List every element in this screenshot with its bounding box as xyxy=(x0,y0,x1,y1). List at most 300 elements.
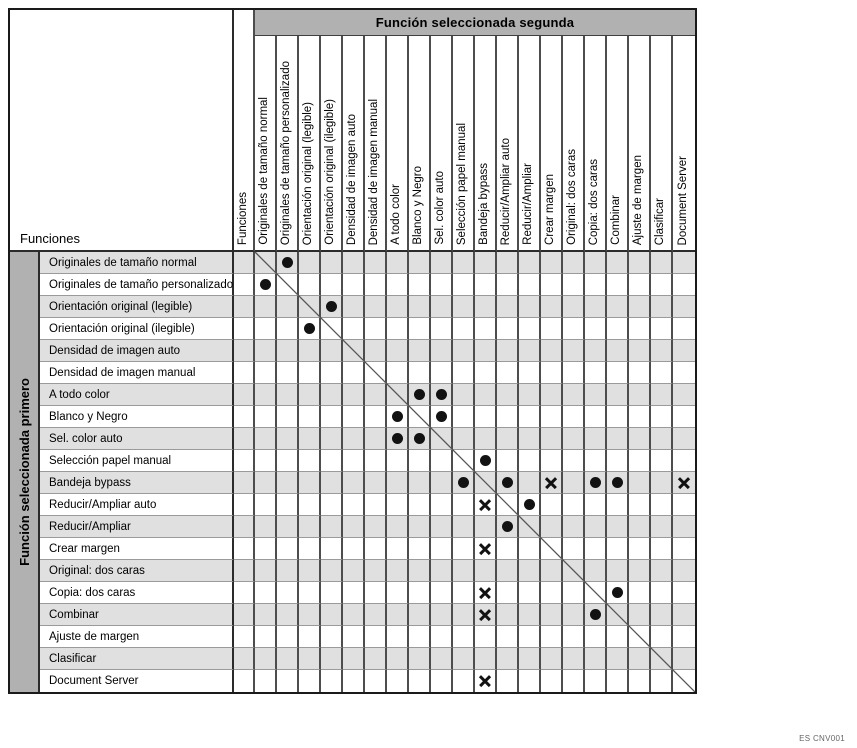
matrix-cell xyxy=(541,516,563,538)
matrix-cell xyxy=(234,626,255,648)
matrix-cell xyxy=(255,296,277,318)
matrix-cell xyxy=(255,384,277,406)
matrix-cell xyxy=(387,560,409,582)
matrix-cell xyxy=(321,296,343,318)
matrix-cell xyxy=(234,670,255,692)
matrix-cell xyxy=(673,648,695,670)
matrix-cell xyxy=(651,648,673,670)
row-label: Originales de tamaño personalizado xyxy=(40,274,234,296)
col-header xyxy=(497,36,519,252)
matrix-cell xyxy=(585,362,607,384)
matrix-cell xyxy=(475,516,497,538)
matrix-cell xyxy=(343,362,365,384)
matrix-cell xyxy=(299,582,321,604)
matrix-cell xyxy=(673,516,695,538)
column-group-header xyxy=(255,10,695,36)
matrix-cell xyxy=(453,516,475,538)
matrix-cell xyxy=(541,296,563,318)
matrix-cell xyxy=(563,384,585,406)
matrix-cell xyxy=(365,582,387,604)
matrix-cell xyxy=(607,626,629,648)
row-label: Bandeja bypass xyxy=(40,472,234,494)
dot-marker xyxy=(260,279,271,290)
row-label: Crear margen xyxy=(40,538,234,560)
matrix-cell xyxy=(673,494,695,516)
matrix-cell xyxy=(585,670,607,692)
matrix-cell xyxy=(475,494,497,516)
matrix-cell xyxy=(431,648,453,670)
matrix-cell xyxy=(497,670,519,692)
matrix-cell xyxy=(651,472,673,494)
col-header xyxy=(629,36,651,252)
matrix-cell xyxy=(651,494,673,516)
row-group-title: Función seleccionada primero xyxy=(16,378,32,566)
matrix-cell xyxy=(651,318,673,340)
matrix-cell xyxy=(234,604,255,626)
matrix-cell xyxy=(321,582,343,604)
dot-marker xyxy=(458,477,469,488)
col-header-label: Original: dos caras xyxy=(566,149,579,245)
matrix-cell xyxy=(409,274,431,296)
matrix-cell xyxy=(343,318,365,340)
matrix-cell xyxy=(277,582,299,604)
matrix-cell xyxy=(519,516,541,538)
matrix-cell xyxy=(563,274,585,296)
col-header xyxy=(563,36,585,252)
matrix-cell xyxy=(629,604,651,626)
dot-marker xyxy=(436,411,447,422)
matrix-cell xyxy=(475,318,497,340)
col-header-label: Copia: dos caras xyxy=(588,158,601,245)
matrix-cell xyxy=(255,340,277,362)
column-group-title: Función seleccionada segunda xyxy=(375,15,575,30)
col-header-label: Sel. color auto xyxy=(434,171,447,245)
matrix-cell xyxy=(277,472,299,494)
matrix-cell xyxy=(585,406,607,428)
dot-marker xyxy=(612,587,623,598)
matrix-cell xyxy=(497,428,519,450)
dot-marker xyxy=(590,609,601,620)
col-header xyxy=(673,36,695,252)
matrix-cell xyxy=(563,648,585,670)
matrix-cell xyxy=(519,362,541,384)
col-header-label: Document Server xyxy=(677,155,690,245)
matrix-cell xyxy=(387,582,409,604)
matrix-cell xyxy=(255,670,277,692)
matrix-cell xyxy=(629,560,651,582)
matrix-cell xyxy=(541,318,563,340)
matrix-cell xyxy=(475,560,497,582)
matrix-cell xyxy=(541,406,563,428)
matrix-cell xyxy=(629,626,651,648)
matrix-cell xyxy=(234,406,255,428)
matrix-cell xyxy=(277,626,299,648)
matrix-cell xyxy=(299,472,321,494)
matrix-cell xyxy=(453,494,475,516)
matrix-cell xyxy=(673,384,695,406)
matrix-cell xyxy=(541,648,563,670)
matrix-cell xyxy=(387,406,409,428)
matrix-cell xyxy=(475,626,497,648)
matrix-cell xyxy=(651,252,673,274)
matrix-cell xyxy=(519,560,541,582)
matrix-cell xyxy=(585,516,607,538)
row-label: Reducir/Ampliar auto xyxy=(40,494,234,516)
matrix-cell xyxy=(673,670,695,692)
matrix-cell xyxy=(387,252,409,274)
matrix-cell xyxy=(497,516,519,538)
matrix-cell xyxy=(255,516,277,538)
matrix-cell xyxy=(607,384,629,406)
matrix-cell xyxy=(475,274,497,296)
matrix-cell xyxy=(453,274,475,296)
matrix-cell xyxy=(607,340,629,362)
matrix-cell xyxy=(585,450,607,472)
matrix-cell xyxy=(255,274,277,296)
matrix-cell xyxy=(629,538,651,560)
matrix-cell xyxy=(365,274,387,296)
x-marker xyxy=(479,542,492,555)
matrix-cell xyxy=(321,428,343,450)
col-header xyxy=(321,36,343,252)
matrix-cell xyxy=(343,516,365,538)
matrix-cell xyxy=(343,626,365,648)
matrix-cell xyxy=(255,648,277,670)
matrix-cell xyxy=(255,560,277,582)
matrix-cell xyxy=(453,670,475,692)
matrix-cell xyxy=(431,626,453,648)
matrix-cell xyxy=(431,604,453,626)
matrix-cell xyxy=(343,670,365,692)
matrix-cell xyxy=(563,538,585,560)
matrix-cell xyxy=(387,428,409,450)
matrix-cell xyxy=(453,582,475,604)
matrix-cell xyxy=(563,560,585,582)
matrix-cell xyxy=(453,340,475,362)
matrix-cell xyxy=(321,450,343,472)
matrix-cell xyxy=(365,648,387,670)
row-label: A todo color xyxy=(40,384,234,406)
row-label: Densidad de imagen auto xyxy=(40,340,234,362)
matrix-cell xyxy=(431,494,453,516)
matrix-cell xyxy=(343,296,365,318)
matrix-cell xyxy=(431,582,453,604)
matrix-cell xyxy=(409,296,431,318)
matrix-cell xyxy=(255,406,277,428)
function-compatibility-table xyxy=(8,8,697,694)
matrix-cell xyxy=(563,252,585,274)
matrix-cell xyxy=(497,626,519,648)
x-marker xyxy=(479,675,492,688)
dot-marker xyxy=(414,433,425,444)
matrix-cell xyxy=(585,318,607,340)
matrix-cell xyxy=(585,494,607,516)
matrix-cell xyxy=(497,604,519,626)
matrix-cell xyxy=(431,428,453,450)
matrix-cell xyxy=(519,318,541,340)
matrix-cell xyxy=(651,626,673,648)
matrix-cell xyxy=(387,626,409,648)
matrix-cell xyxy=(387,362,409,384)
matrix-cell xyxy=(277,406,299,428)
matrix-cell xyxy=(519,450,541,472)
matrix-cell xyxy=(453,296,475,318)
row-label: Orientación original (ilegible) xyxy=(40,318,234,340)
matrix-cell xyxy=(497,384,519,406)
matrix-cell xyxy=(629,648,651,670)
col-header xyxy=(541,36,563,252)
axis-column-header xyxy=(234,10,255,252)
matrix-cell xyxy=(541,450,563,472)
matrix-cell xyxy=(541,472,563,494)
matrix-cell xyxy=(299,274,321,296)
matrix-cell xyxy=(673,626,695,648)
matrix-cell xyxy=(234,296,255,318)
matrix-cell xyxy=(321,362,343,384)
matrix-cell xyxy=(453,428,475,450)
matrix-cell xyxy=(519,296,541,318)
matrix-cell xyxy=(585,274,607,296)
matrix-cell xyxy=(607,296,629,318)
matrix-cell xyxy=(321,318,343,340)
matrix-cell xyxy=(497,648,519,670)
matrix-cell xyxy=(409,626,431,648)
col-header-label: Ajuste de margen xyxy=(632,154,645,245)
col-header-label: Originales de tamaño personalizado xyxy=(280,60,293,245)
matrix-cell xyxy=(585,648,607,670)
matrix-cell xyxy=(431,318,453,340)
row-label: Combinar xyxy=(40,604,234,626)
matrix-cell xyxy=(475,384,497,406)
matrix-cell xyxy=(234,318,255,340)
matrix-cell xyxy=(497,252,519,274)
matrix-cell xyxy=(277,648,299,670)
matrix-cell xyxy=(651,538,673,560)
matrix-cell xyxy=(585,604,607,626)
matrix-cell xyxy=(673,318,695,340)
matrix-cell xyxy=(563,340,585,362)
matrix-cell xyxy=(255,428,277,450)
matrix-cell xyxy=(343,384,365,406)
col-header xyxy=(651,36,673,252)
matrix-cell xyxy=(299,362,321,384)
matrix-cell xyxy=(299,296,321,318)
matrix-cell xyxy=(343,340,365,362)
matrix-cell xyxy=(365,670,387,692)
corner-cell xyxy=(10,10,234,252)
row-label: Copia: dos caras xyxy=(40,582,234,604)
matrix-cell xyxy=(409,252,431,274)
matrix-cell xyxy=(365,428,387,450)
matrix-cell xyxy=(234,538,255,560)
col-header xyxy=(475,36,497,252)
matrix-cell xyxy=(255,626,277,648)
matrix-cell xyxy=(409,472,431,494)
col-header-label: A todo color xyxy=(390,184,403,245)
matrix-cell xyxy=(651,274,673,296)
matrix-cell xyxy=(234,494,255,516)
matrix-cell xyxy=(629,494,651,516)
matrix-cell xyxy=(629,450,651,472)
matrix-cell xyxy=(409,538,431,560)
matrix-cell xyxy=(651,428,673,450)
x-marker xyxy=(479,608,492,621)
matrix-cell xyxy=(519,648,541,670)
matrix-cell xyxy=(255,604,277,626)
matrix-cell xyxy=(299,318,321,340)
matrix-cell xyxy=(365,450,387,472)
matrix-cell xyxy=(365,494,387,516)
matrix-cell xyxy=(431,406,453,428)
matrix-cell xyxy=(453,450,475,472)
matrix-cell xyxy=(277,560,299,582)
matrix-cell xyxy=(607,472,629,494)
matrix-cell xyxy=(234,428,255,450)
matrix-cell xyxy=(255,494,277,516)
col-header-label: Bandeja bypass xyxy=(478,163,491,245)
matrix-cell xyxy=(453,362,475,384)
dot-marker xyxy=(502,477,513,488)
row-label: Sel. color auto xyxy=(40,428,234,450)
matrix-cell xyxy=(607,582,629,604)
matrix-cell xyxy=(299,428,321,450)
col-header-label: Combinar xyxy=(610,195,623,245)
matrix-cell xyxy=(497,296,519,318)
matrix-cell xyxy=(585,340,607,362)
matrix-cell xyxy=(255,318,277,340)
matrix-cell xyxy=(365,626,387,648)
matrix-cell xyxy=(299,450,321,472)
matrix-cell xyxy=(497,450,519,472)
matrix-cell xyxy=(321,626,343,648)
matrix-cell xyxy=(607,516,629,538)
matrix-cell xyxy=(387,516,409,538)
matrix-cell xyxy=(321,340,343,362)
matrix-cell xyxy=(387,648,409,670)
matrix-cell xyxy=(475,582,497,604)
matrix-cell xyxy=(541,362,563,384)
matrix-cell xyxy=(365,318,387,340)
matrix-cell xyxy=(497,582,519,604)
matrix-cell xyxy=(519,538,541,560)
matrix-cell xyxy=(234,648,255,670)
matrix-cell xyxy=(673,406,695,428)
matrix-cell xyxy=(519,472,541,494)
matrix-cell xyxy=(607,450,629,472)
matrix-cell xyxy=(607,648,629,670)
matrix-cell xyxy=(563,362,585,384)
matrix-cell xyxy=(585,560,607,582)
matrix-cell xyxy=(453,604,475,626)
matrix-cell xyxy=(409,450,431,472)
matrix-cell xyxy=(585,296,607,318)
matrix-cell xyxy=(343,274,365,296)
matrix-cell xyxy=(299,538,321,560)
matrix-cell xyxy=(409,516,431,538)
matrix-cell xyxy=(453,538,475,560)
matrix-cell xyxy=(277,516,299,538)
matrix-cell xyxy=(673,538,695,560)
matrix-cell xyxy=(607,274,629,296)
matrix-cell xyxy=(255,362,277,384)
dot-marker xyxy=(524,499,535,510)
matrix-cell xyxy=(431,560,453,582)
row-label: Originales de tamaño normal xyxy=(40,252,234,274)
x-marker xyxy=(545,476,558,489)
matrix-cell xyxy=(365,252,387,274)
row-label: Reducir/Ampliar xyxy=(40,516,234,538)
matrix-cell xyxy=(607,560,629,582)
matrix-cell xyxy=(431,516,453,538)
matrix-cell xyxy=(541,626,563,648)
matrix-cell xyxy=(365,296,387,318)
matrix-cell xyxy=(234,560,255,582)
matrix-cell xyxy=(299,494,321,516)
matrix-cell xyxy=(563,472,585,494)
matrix-cell xyxy=(365,362,387,384)
matrix-cell xyxy=(431,296,453,318)
matrix-cell xyxy=(343,494,365,516)
dot-marker xyxy=(414,389,425,400)
matrix-cell xyxy=(343,538,365,560)
matrix-cell xyxy=(563,582,585,604)
matrix-cell xyxy=(277,604,299,626)
matrix-cell xyxy=(607,538,629,560)
matrix-cell xyxy=(585,538,607,560)
matrix-cell xyxy=(673,274,695,296)
col-header xyxy=(343,36,365,252)
col-header-label: Blanco y Negro xyxy=(412,166,425,245)
matrix-cell xyxy=(519,274,541,296)
matrix-cell xyxy=(563,670,585,692)
matrix-cell xyxy=(321,560,343,582)
matrix-cell xyxy=(453,560,475,582)
dot-marker xyxy=(480,455,491,466)
matrix-cell xyxy=(541,582,563,604)
matrix-cell xyxy=(365,604,387,626)
matrix-cell xyxy=(475,252,497,274)
matrix-cell xyxy=(255,450,277,472)
matrix-cell xyxy=(673,582,695,604)
row-label: Document Server xyxy=(40,670,234,692)
matrix-cell xyxy=(563,296,585,318)
matrix-cell xyxy=(321,274,343,296)
matrix-cell xyxy=(563,516,585,538)
matrix-cell xyxy=(343,604,365,626)
matrix-cell xyxy=(431,472,453,494)
matrix-cell xyxy=(234,362,255,384)
matrix-cell xyxy=(475,538,497,560)
matrix-cell xyxy=(431,384,453,406)
matrix-cell xyxy=(321,252,343,274)
matrix-cell xyxy=(387,670,409,692)
matrix-cell xyxy=(431,450,453,472)
matrix-cell xyxy=(607,670,629,692)
matrix-cell xyxy=(541,252,563,274)
matrix-cell xyxy=(629,252,651,274)
matrix-cell xyxy=(651,582,673,604)
col-header xyxy=(255,36,277,252)
matrix-cell xyxy=(409,670,431,692)
matrix-cell xyxy=(431,538,453,560)
matrix-cell xyxy=(277,494,299,516)
matrix-cell xyxy=(475,340,497,362)
matrix-cell xyxy=(234,472,255,494)
matrix-cell xyxy=(497,340,519,362)
col-header-label: Densidad de imagen auto xyxy=(346,113,359,245)
matrix-cell xyxy=(673,296,695,318)
matrix-cell xyxy=(321,384,343,406)
